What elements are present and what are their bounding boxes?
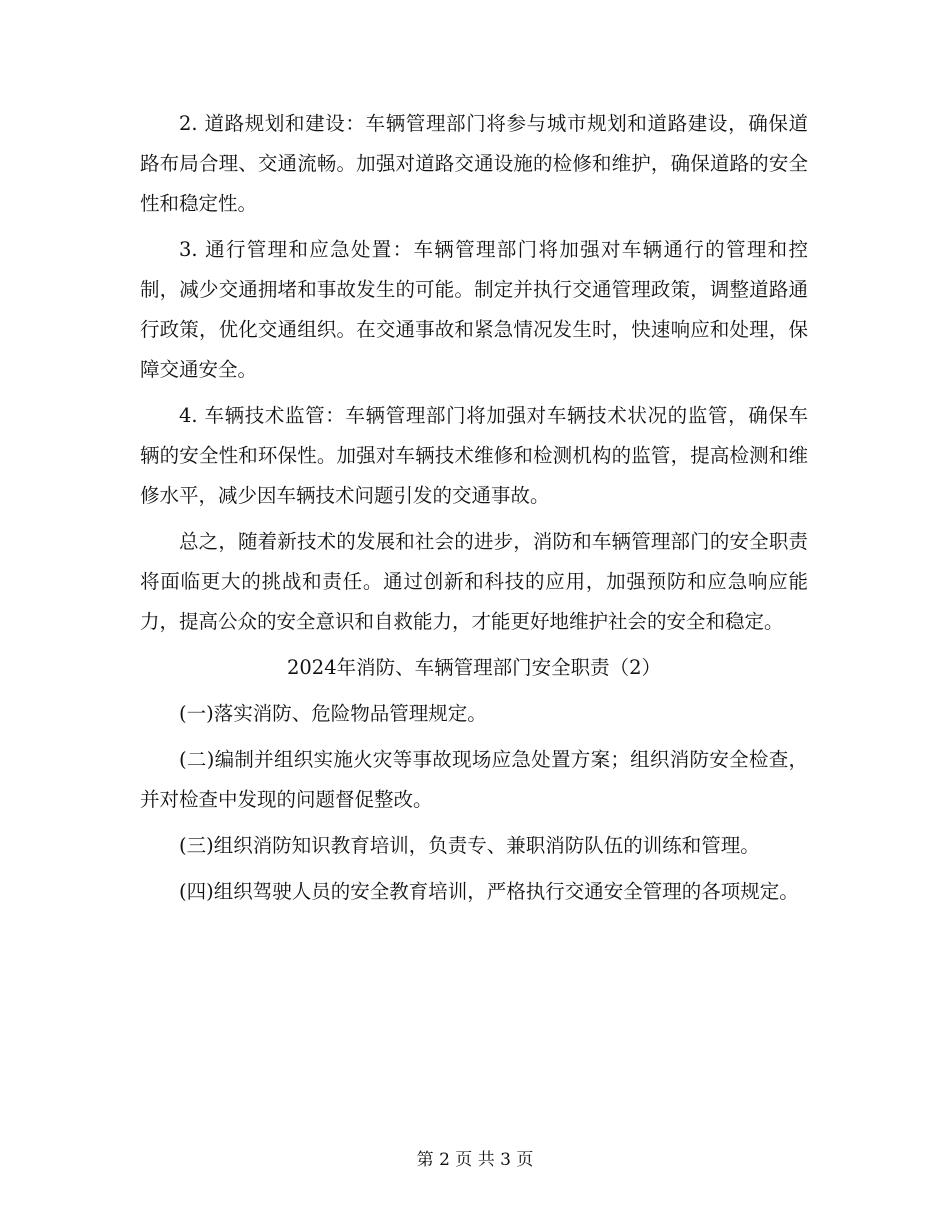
- paragraph-item-4: (四)组织驾驶人员的安全教育培训，严格执行交通安全管理的各项规定。: [179, 880, 799, 903]
- page-footer: 第 2 页 共 3 页: [416, 1150, 534, 1170]
- paragraph-road-planning: 2. 道路规划和建设：车辆管理部门将参与城市规划和道路建设，确保道路布局合理、交通流畅。加强对道路交通设施的检修和维护，确保道路的安全性和稳定性。: [140, 112, 808, 215]
- paragraph-item-3: (三)组织消防知识教育培训，负责专、兼职消防队伍的训练和管理。: [179, 834, 760, 857]
- section-title: 2024年消防、车辆管理部门安全职责（2）: [286, 656, 662, 679]
- paragraph-item-1: (一)落实消防、危险物品管理规定。: [179, 702, 487, 725]
- paragraph-summary: 总之，随着新技术的发展和社会的进步，消防和车辆管理部门的安全职责将面临更大的挑战和责任。通过创新和科技的应用，加强预防和应急响应能力，提高公众的安全意识和自救能力，才能更好地维护社会的安全和稳定。: [140, 530, 808, 633]
- paragraph-vehicle-tech-supervision: 4. 车辆技术监管：车辆管理部门将加强对车辆技术状况的监管，确保车辆的安全性和环保性。加强对车辆技术维修和检测机构的监管，提高检测和维修水平，减少因车辆技术问题引发的交通事故。: [140, 404, 808, 507]
- paragraph-item-2: (二)编制并组织实施火灾等事故现场应急处置方案；组织消防安全检查，并对检查中发现的问题督促整改。: [140, 748, 808, 811]
- paragraph-traffic-management: 3. 通行管理和应急处置：车辆管理部门将加强对车辆通行的管理和控制，减少交通拥堵和事故发生的可能。制定并执行交通管理政策，调整道路通行政策，优化交通组织。在交通事故和紧急情况发生时，快速响应和处理，保障交通安全。: [140, 238, 808, 381]
- document-body: [140, 104, 808, 918]
